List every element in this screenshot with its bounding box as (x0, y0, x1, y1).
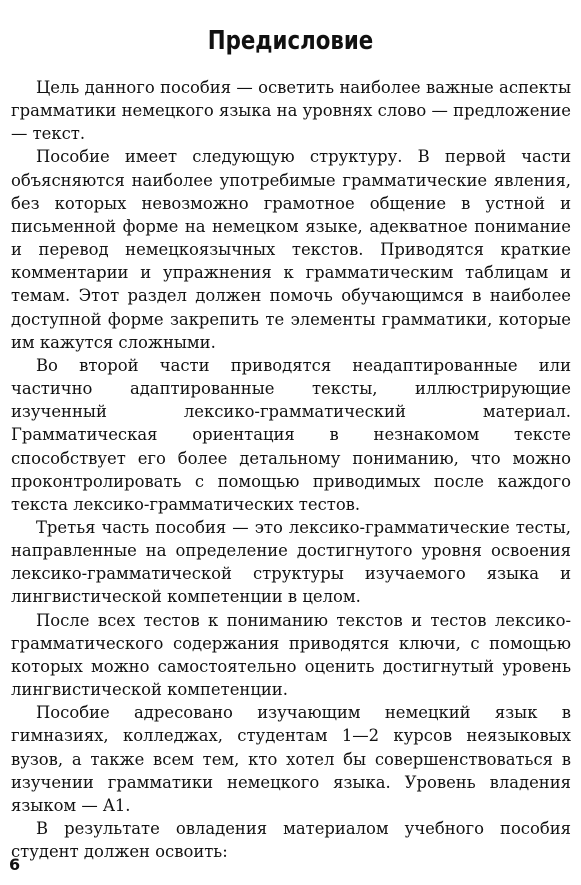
paragraph-purpose: Цель данного пособия — осветить наиболее важные аспекты грамматики немецкого языка на уровнях слово — предложение — текст. (11, 78, 571, 144)
paragraph-keys: После всех тестов к пониманию текстов и тестов лексико-грамматического содержания приводятся ключи, с помощью которых можно самостоятельно оценить достигнутый уровень лингвистической компетенции. (11, 610, 571, 700)
paragraph-audience: Пособие адресовано изучающим немецкий язык в гимназиях, колледжах, студентам 1—2 курсов неязыковых вузов, а также всем тем, кто хотел бы совершенствоваться в изучении грамматики немецкого языка. Уровень владения языком — A1. (11, 703, 571, 815)
preface-body (11, 76, 571, 863)
page-number: 6 (9, 855, 21, 874)
chapter-title: Предисловие (207, 26, 374, 57)
paragraph-part-two: Во второй части приводятся неадаптированные или частично адаптированные тексты, иллюстрирующие изученный лексико-грамматический материал. Грамматическая ориентация в незнакомом тексте способствует его более детальному пониманию, что можно проконтролировать с помощью приводимых после каждого текста лексико-грамматических тестов. (11, 355, 571, 514)
paragraph-outcomes: В результате овладения материалом учебного пособия студент должен освоить: (11, 819, 571, 862)
paragraph-part-three: Третья часть пособия — это лексико-грамматические тесты, направленные на определение достигнутого уровня освоения лексико-грамматической структуры изучаемого языка и лингвистической компетенции в целом. (11, 517, 571, 607)
paragraph-structure-part-one: Пособие имеет следующую структуру. В первой части объясняются наиболее употребимые грамматические явления, без которых невозможно грамотное общение в устной и письменной форме на немецком языке, адекватное понимание и перевод немецкоязычных текстов. Приводятся краткие комментарии и упражнения к грамматическим таблицам и темам. Этот раздел должен помочь обучающимся в наиболее доступной форме закрепить те элементы грамматики, которые им кажутся сложными. (11, 147, 571, 352)
